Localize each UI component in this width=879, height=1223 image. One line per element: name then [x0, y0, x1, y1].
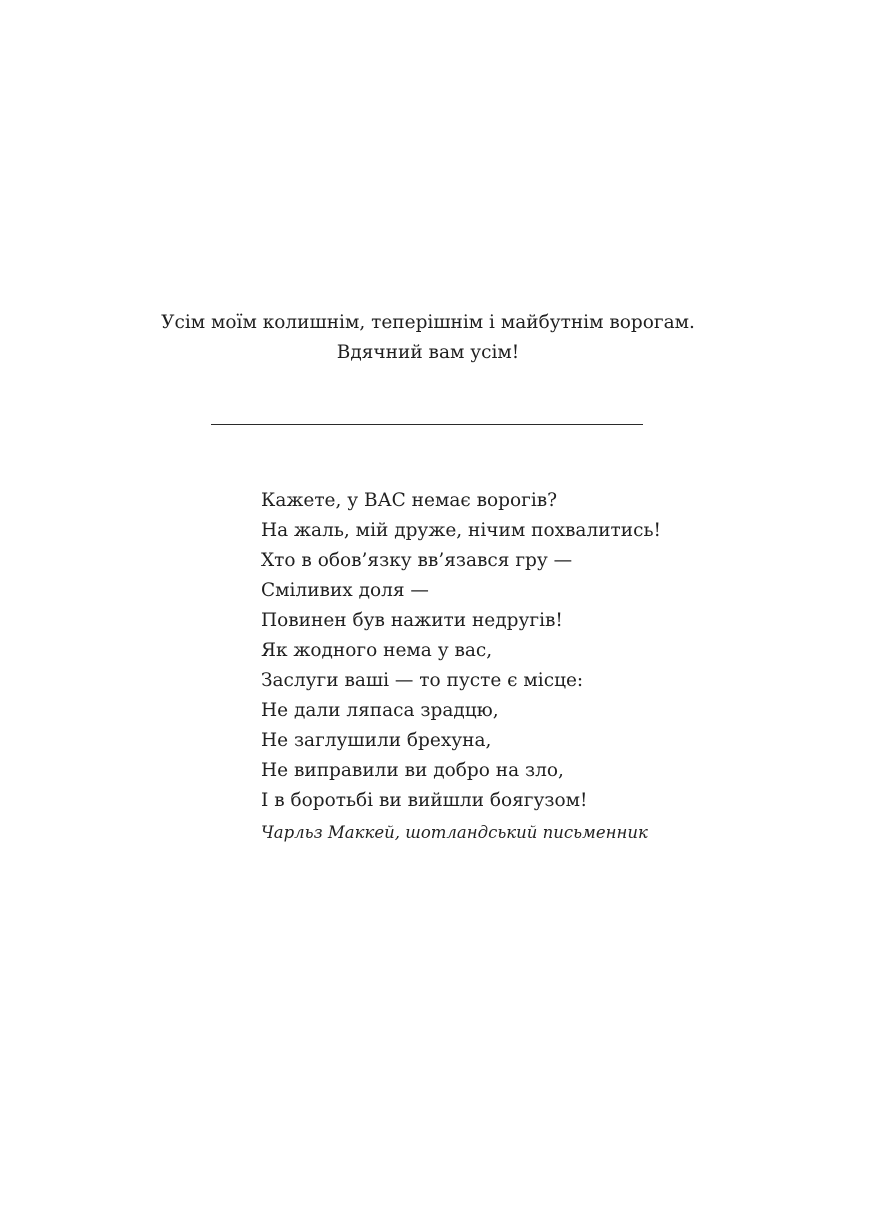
dedication-line-1: Усім моїм колишнім, теперішнім і майбутнім ворогам. [161, 312, 695, 333]
dedication-line-2: Вдячний вам усім! [336, 342, 520, 363]
poem-line: Не дали ляпаса зрадцю, [261, 700, 499, 721]
section-divider [211, 424, 643, 425]
poem-line: Не виправили ви добро на зло, [261, 760, 564, 781]
poem-line: Сміливих доля — [261, 580, 429, 601]
poem-line: Кажете, у ВАС немає ворогів? [261, 490, 558, 511]
poem-line: Не заглушили брехуна, [261, 730, 492, 751]
poem-attribution: Чарльз Маккей, шотландський письменник [261, 823, 648, 842]
poem-line: І в боротьбі ви вийшли боягузом! [261, 790, 588, 811]
poem-line: Як жодного нема у вас, [261, 640, 493, 661]
poem-line: Хто в обов’язку вв’язався гру — [261, 550, 573, 571]
dedication [0, 308, 856, 368]
epigraph-poem [261, 486, 821, 816]
poem-line: Повинен був нажити недругів! [261, 610, 563, 631]
poem-line: Заслуги ваші — то пусте є місце: [261, 670, 584, 691]
poem-line: На жаль, мій друже, нічим похвалитись! [261, 520, 661, 541]
